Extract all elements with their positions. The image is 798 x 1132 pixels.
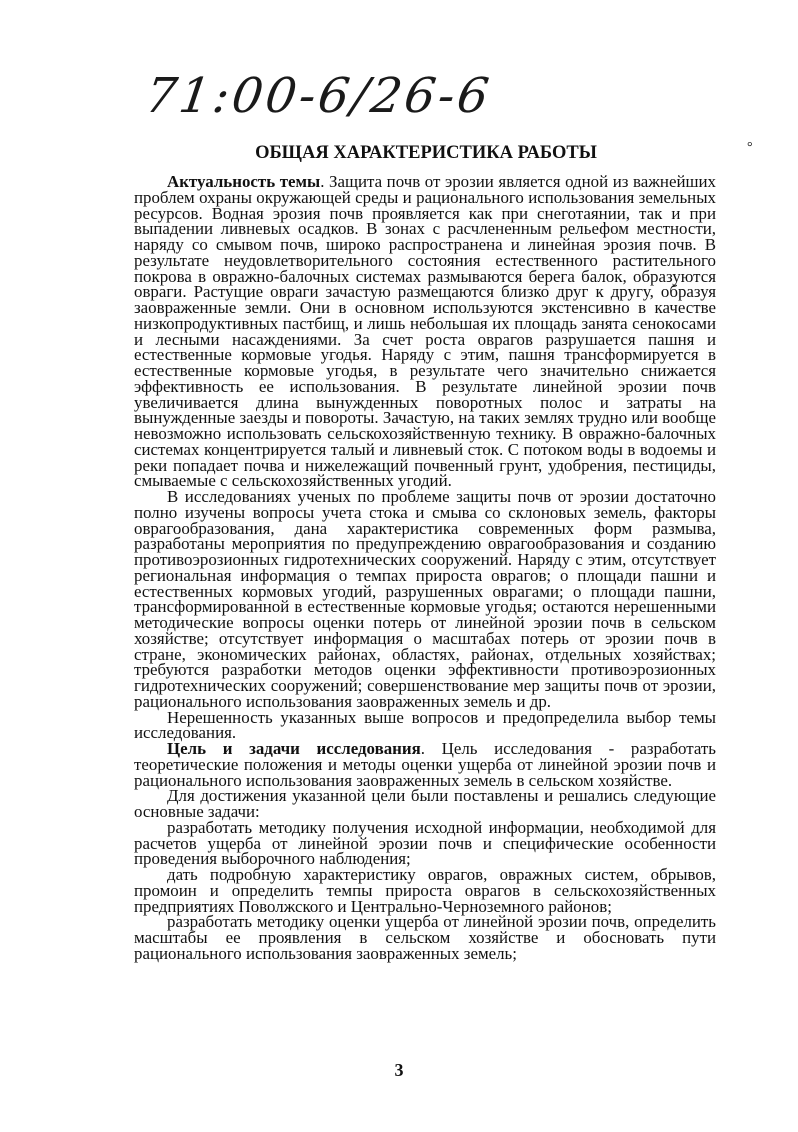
task-item-1 [134, 817, 716, 869]
paragraph-text: Нерешенность указанных выше вопросов и предопределила выбор темы исследования. [134, 707, 716, 743]
paragraph-text: разработать методику получения исходной информации, необходимой для расчетов ущерба от линейной эрозии почв и специфические особенности проведения выборочного наблюдения; [134, 817, 716, 869]
paragraph-goals [134, 741, 716, 788]
paragraph-text: Для достижения указанной цели были поставлены и решались следующие основные задачи: [134, 786, 716, 821]
task-item-2 [134, 867, 716, 914]
body-text [134, 174, 716, 962]
paragraph-text: В исследованиях ученых по проблеме защиты почв от эрозии достаточно полно изучены вопросы учета стока и смыва со склоновых земель, факторы оврагообразования, дана характеристика современных форм размыва, разработаны мероприятия по предупреждению оврагообразования и созданию противоэрозионных гидротехнических сооружений. Наряду с этим, отсутствует региональная информация о темпах прироста оврагов; о площади пашни и естественных кормовых угодий, разрушенных оврагами; о площади пашни, трансформированной в естественные кормовые угодья; остаются нерешенными методические вопросы оценки потерь от линейной эрозии почв в сельском хозяйстве; отсутствует информация о масштабах потерь от эрозии почв в стране, экономических районах, областях, районах, отдельных хозяйствах; требуются разработки методов оценки эффективности противоэрозионных гидротехнических сооружений; совершенствование мер защиты почв от эрозии, рационального использования заовраженных земель и др. [134, 487, 716, 711]
paragraph-research-review [134, 489, 716, 710]
page-title: ОБЩАЯ ХАРАКТЕРИСТИКА РАБОТЫ [255, 143, 597, 163]
paragraph-text: . Защита почв от эрозии является одной из важнейших проблем охраны окружающей среды и рационального использования земельных ресурсов. Водная эрозия почв проявляется как при снеготаянии, так и при выпадении ливневых осадков. В зонах с расчлененным рельефом местности, наряду со смывом почв, широко распространена и линейная эрозия почв. В результате неудовлетворительного состояния естественного растительного покрова в овражно-балочных системах размываются берега балок, образуются овраги. Растущие овраги зачастую размещаются близко друг к другу, образуя заовраженные земли. Они в основном используются экстенсивно в качестве низкопродуктивных пастбищ, и лишь небольшая их площадь занята сенокосами и лесными насаждениями. За счет роста оврагов разрушается пашня и естественные кормовые угодья. Наряду с этим, пашня трансформируется в естественные кормовые угодья, в результате чего значительно снижается эффективность ее использования. В результате линейной эрозии почв увеличивается длина вынужденных поворотных полос и затраты на вынужденные заезды и повороты. Зачастую, на таких землях трудно или вообще невозможно использовать сельскохозяйственную технику. В овражно-балочных системах концентрируется талый и ливневый сток. С потоком воды в водоемы и реки попадает почва и нижележащий почвенный грунт, удобрения, пестициды, смываемые с сельскохозяйственных угодий. [134, 172, 716, 491]
paragraph-tasks-intro [134, 788, 716, 820]
heading-goals: Цель и задачи исследования [167, 739, 421, 758]
paragraph-relevance [134, 174, 716, 489]
paragraph-text: дать подробную характеристику оврагов, овражных систем, обрывов, промоин и определить темпы прироста оврагов в сельскохозяйственных предприятиях Поволжского и Центрально-Черноземного районов; [134, 865, 716, 916]
paragraph-text: . Цель исследования - разработать теоретические положения и методы оценки ущерба от линейной эрозии почв и рационального использования заовраженных земель в сельском хозяйстве. [134, 739, 716, 790]
heading-relevance: Актуальность темы [167, 172, 321, 191]
paragraph-topic-choice [134, 707, 716, 743]
task-item-3 [134, 914, 716, 961]
handwritten-catalog-code: 71:00-6/26-6 [142, 68, 496, 124]
paragraph-text: разработать методику оценки ущерба от линейной эрозии почв, определить масштабы ее проявления в сельском хозяйстве и обосновать пути рационального использования заовраженных земель; [134, 912, 716, 963]
page-number: 3 [394, 1060, 404, 1080]
margin-mark: ° [747, 140, 753, 155]
